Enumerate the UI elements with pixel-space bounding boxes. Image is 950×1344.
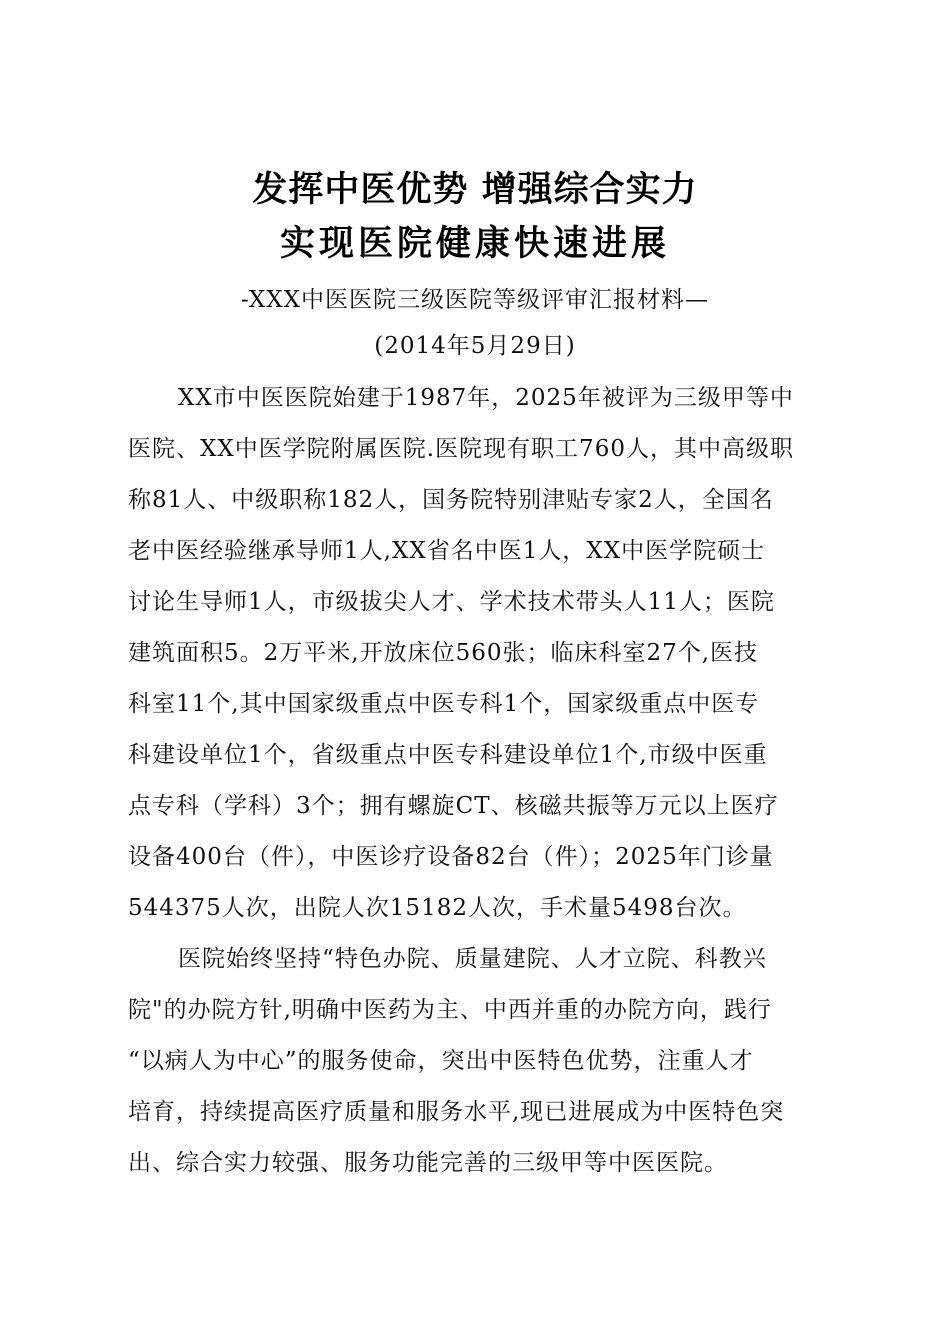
document-title-line-2: 实现医院健康快速进展 xyxy=(279,223,670,264)
document-date: (2014年5月29日) xyxy=(374,333,576,359)
document-title-line-1: 发挥中医优势 增强综合实力 xyxy=(252,169,698,210)
document-subtitle: -XXX中医医院三级医院等级评审汇报材料— xyxy=(240,287,710,313)
paragraph-line: 医院始终坚持“特色办院、质量建院、人才立院、科教兴 xyxy=(178,946,767,972)
paragraph-line: 设备400台（件），中医诊疗设备82台（件）；2025年门诊量 xyxy=(128,844,774,870)
paragraph-line: 称81人、中级职称182人，国务院特别津贴专家2人，全国名 xyxy=(128,487,774,513)
paragraph-line: 科建设单位1个，省级重点中医专科建设单位1个,市级中医重 xyxy=(128,742,768,768)
paragraph-line: 科室11个,其中国家级重点中医专科1个，国家级重点中医专 xyxy=(128,691,760,717)
paragraph-line: “以病人为中心”的服务使命，突出中医特色优势，注重人才 xyxy=(128,1048,754,1074)
paragraph-line: 544375人次，出院人次15182人次，手术量5498台次。 xyxy=(128,895,747,921)
paragraph-line: 点专科（学科）3个；拥有螺旋CT、核磁共振等万元以上医疗 xyxy=(128,793,779,819)
paragraph-line: 医院、XX中医学院附属医院.医院现有职工760人，其中高级职 xyxy=(128,436,794,462)
paragraph-line: XX市中医医院始建于1987年，2025年被评为三级甲等中 xyxy=(178,385,794,411)
paragraph-line: 老中医经验继承导师1人,XX省名中医1人，XX中医学院硕士 xyxy=(128,538,766,564)
paragraph-line: 培育，持续提高医疗质量和服务水平,现已进展成为中医特色突 xyxy=(128,1099,785,1125)
paragraph-line: 讨论生导师1人，市级拔尖人才、学术技术带头人11人；医院 xyxy=(128,589,775,615)
paragraph-line: 院"的办院方针,明确中医药为主、中西并重的办院方向，践行 xyxy=(128,997,772,1023)
paragraph-line: 建筑面积5。2万平米,开放床位560张；临床科室27个,医技 xyxy=(128,640,759,666)
paragraph-line: 出、综合实力较强、服务功能完善的三级甲等中医医院。 xyxy=(128,1150,728,1176)
